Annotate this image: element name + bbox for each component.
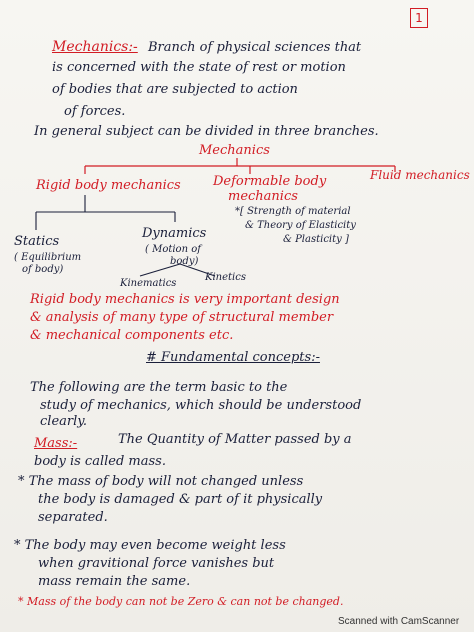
importance-line-1: Rigid body mechanics is very important design [30,292,340,307]
mechanics-heading: Mechanics:- [52,39,138,55]
deformable-note-1: *[ Strength of material [235,206,351,217]
mass-point-1-line-1: * The mass of body will not changed unless [18,474,304,489]
definition-line-1: Branch of physical sciences that [148,40,362,55]
importance-line-3: & mechanical components etc. [30,328,234,343]
mass-definition-2: body is called mass. [34,454,166,469]
dynamics-sub-1: ( Motion of [145,244,201,255]
statics-sub-1: ( Equilibrium [14,252,82,263]
tree-deformable-1: Deformable body [213,174,327,189]
concepts-heading: # Fundamental concepts:- [146,350,320,365]
deformable-note-3: & Plasticity ] [283,234,349,245]
mass-point-2-line-1: * The body may even become weight less [14,538,286,553]
tree-deformable-2: mechanics [228,189,298,204]
tree-fluid: Fluid mechanics [370,168,470,182]
dynamics-sub-2: body) [170,256,199,267]
importance-line-2: & analysis of many type of structural member [30,310,334,325]
definition-line-3: of bodies that are subjected to action [52,82,298,97]
general-division-line: In general subject can be divided in three branches. [34,124,379,139]
definition-line-2: is concerned with the state of rest or motion [52,60,346,75]
page-number-box: 1 [410,8,428,28]
mass-point-2-line-2: when gravitional force vanishes but [38,556,275,571]
mass-point-3: * Mass of the body can not be Zero & can not be changed. [18,595,344,608]
tree-dynamics: Dynamics [142,226,207,241]
concepts-intro-1: The following are the term basic to the [30,380,288,395]
tree-kinetics: Kinetics [205,272,246,283]
mass-point-1-line-3: separated. [38,510,108,525]
statics-sub-2: of body) [22,264,64,275]
mass-definition-1: The Quantity of Matter passed by a [118,432,352,447]
camscanner-watermark: Scanned with CamScanner [338,616,460,627]
tree-statics: Statics [14,234,60,249]
concepts-intro-3: clearly. [40,414,88,429]
tree-root-mechanics: Mechanics [199,143,270,158]
concepts-intro-2: study of mechanics, which should be understood [40,398,362,413]
definition-line-4: of forces. [64,104,126,119]
mass-label: Mass:- [34,436,78,451]
mass-point-1-line-2: the body is damaged & part of it physically [38,492,323,507]
tree-rigid-body: Rigid body mechanics [36,178,181,193]
tree-kinematics: Kinematics [120,278,177,289]
mass-point-2-line-3: mass remain the same. [38,574,191,589]
deformable-note-2: & Theory of Elasticity [245,220,356,231]
